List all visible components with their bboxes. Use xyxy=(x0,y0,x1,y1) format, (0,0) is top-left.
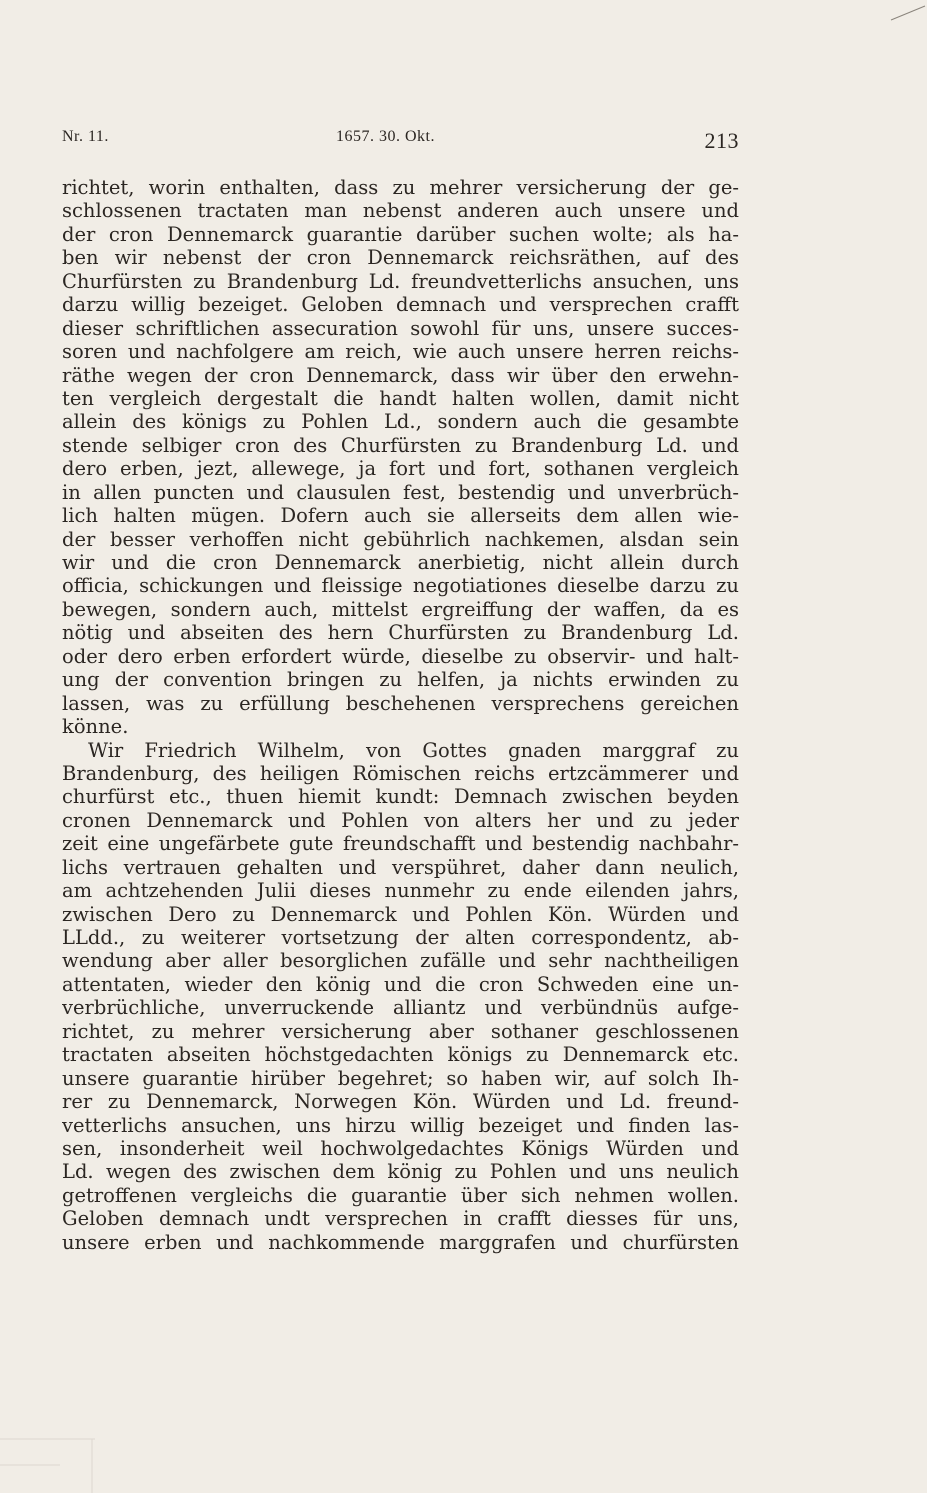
text-line: rer zu Dennemarck, Norwegen Kön. Würden und Ld. freund- xyxy=(62,1090,739,1114)
document-date: 1657. 30. Okt. xyxy=(336,128,435,145)
text-line: attentaten, wieder den könig und die cron Schweden eine un- xyxy=(62,972,739,996)
text-line: dero erben, jezt, allewege, ja fort und fort, sothanen vergleich xyxy=(62,457,739,481)
text-line: darzu willig bezeiget. Geloben demnach und versprechen crafft xyxy=(62,293,739,317)
text-line: zeit eine ungefärbete gute freundschafft und bestendig nachbahr- xyxy=(62,832,739,856)
text-line: officia, schickungen und fleissige negotiationes dieselbe darzu zu xyxy=(62,574,739,598)
text-line: Geloben demnach undt versprechen in crafft diesses für uns, xyxy=(62,1207,739,1231)
text-line: bewegen, sondern auch, mittelst ergreiffung der waffen, da es xyxy=(62,597,739,621)
page-header xyxy=(62,128,739,158)
text-line: der besser verhoffen nicht gebührlich nachkemen, alsdan sein xyxy=(62,527,739,551)
text-line: oder dero erben erfordert würde, dieselbe zu observir- und halt- xyxy=(62,644,739,668)
text-line: allein des königs zu Pohlen Ld., sondern auch die gesambte xyxy=(62,410,739,434)
text-line: vetterlichs ansuchen, uns hirzu willig bezeiget und finden las- xyxy=(62,1113,739,1137)
text-line: Brandenburg, des heiligen Römischen reichs ertzcämmerer und xyxy=(62,761,739,785)
text-line: zwischen Dero zu Dennemarck und Pohlen Kön. Würden und xyxy=(62,902,739,926)
text-line: sen, insonderheit weil hochwolgedachtes Königs Würden und xyxy=(62,1136,739,1160)
text-line: unsere erben und nachkommende marggrafen und churfürsten xyxy=(62,1230,739,1254)
text-line: tractaten abseiten höchstgedachten königs zu Dennemarck etc. xyxy=(62,1043,739,1067)
text-line: lich halten mügen. Dofern auch sie allerseits dem allen wie- xyxy=(62,504,739,528)
text-line: getroffenen vergleichs die guarantie über sich nehmen wollen. xyxy=(62,1183,739,1207)
text-line: Churfürsten zu Brandenburg Ld. freundvetterlichs ansuchen, uns xyxy=(62,269,739,293)
text-line: nötig und abseiten des hern Churfürsten zu Brandenburg Ld. xyxy=(62,621,739,645)
text-line: ten vergleich dergestalt die handt halten wollen, damit nicht xyxy=(62,386,739,410)
text-line: verbrüchliche, unverruckende alliantz und verbündnüs aufge- xyxy=(62,996,739,1020)
text-line: dieser schriftlichen assecuration sowohl für uns, unsere succes- xyxy=(62,316,739,340)
text-line: wir und die cron Dennemarck anerbietig, nicht allein durch xyxy=(62,551,739,574)
text-line: räthe wegen der cron Dennemarck, dass wir über den erwehn- xyxy=(62,363,739,387)
text-line: soren und nachfolgere am reich, wie auch unsere herren reichs- xyxy=(62,340,739,364)
text-line: ung der convention bringen zu helfen, ja nichts erwinden zu xyxy=(62,668,739,692)
text-line: am achtzehenden Julii dieses nunmehr zu ende eilenden jahrs, xyxy=(62,879,739,903)
text-line: LLdd., zu weiterer vortsetzung der alten correspondentz, ab- xyxy=(62,926,739,949)
text-line: richtet, zu mehrer versicherung aber sothaner geschlossenen xyxy=(62,1019,739,1043)
page-number: 213 xyxy=(704,128,739,153)
page-edge-mark xyxy=(0,1425,95,1493)
text-line: cronen Dennemarck und Pohlen von alters her und zu jeder xyxy=(62,808,739,832)
text-line: könne. xyxy=(62,715,129,739)
text-line: ben wir nebenst der cron Dennemarck reichsräthen, auf des xyxy=(62,246,739,270)
text-line: schlossenen tractaten man nebenst anderen auch unsere und xyxy=(62,199,739,223)
text-line: der cron Dennemarck guarantie darüber suchen wolte; als ha- xyxy=(62,222,739,246)
text-line: richtet, worin enthalten, dass zu mehrer versicherung der ge- xyxy=(62,176,739,199)
text-line: churfürst etc., thuen hiemit kundt: Demnach zwischen beyden xyxy=(62,785,739,809)
corner-pencil-mark xyxy=(887,0,927,40)
text-line: wendung aber aller besorglichen zufälle und sehr nachtheiligen xyxy=(62,949,739,973)
text-line: unsere guarantie hirüber begehret; so haben wir, auf solch Ih- xyxy=(62,1066,739,1090)
text-line: Wir Friedrich Wilhelm, von Gottes gnaden marggraf zu xyxy=(88,738,739,762)
body-text xyxy=(62,176,739,1254)
document-number: Nr. 11. xyxy=(62,128,109,145)
text-line: Ld. wegen des zwischen dem könig zu Pohlen und uns neulich xyxy=(62,1160,739,1184)
text-line: lichs vertrauen gehalten und verspühret, daher dann neulich, xyxy=(62,855,739,879)
text-line: lassen, was zu erfüllung beschehenen versprechens gereichen xyxy=(62,691,739,715)
text-line: in allen puncten und clausulen fest, bestendig und unverbrüch- xyxy=(62,480,739,504)
text-line: stende selbiger cron des Churfürsten zu Brandenburg Ld. und xyxy=(62,433,739,457)
